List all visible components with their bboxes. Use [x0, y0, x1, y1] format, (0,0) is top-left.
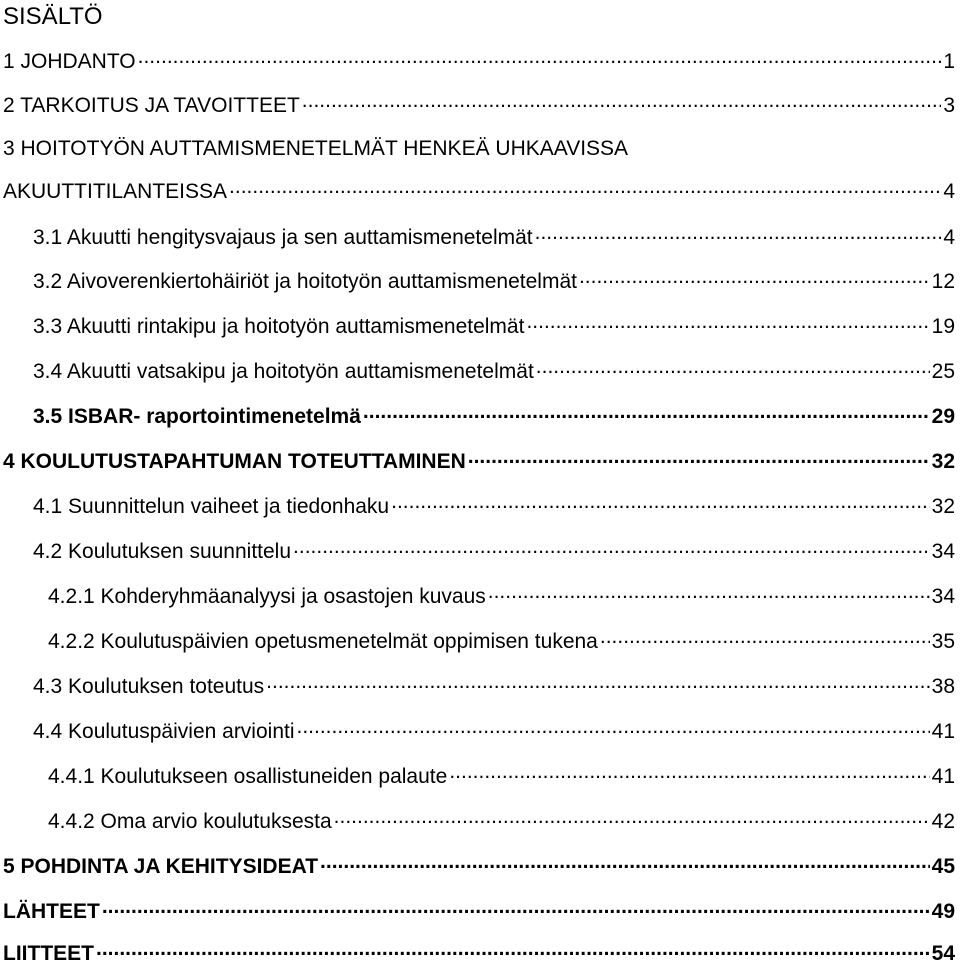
toc-entry-text: 3.5 ISBAR- raportointimenetelmä — [33, 405, 361, 428]
toc-entry-text: 4 KOULUTUSTAPAHTUMAN TOTEUTTAMINEN — [3, 450, 466, 473]
toc-entry-text: LIITTEET — [3, 942, 94, 965]
toc-entry[interactable] — [48, 763, 955, 791]
toc-entry-text: 4.2.2 Koulutuspäivien opetusmenetelmät oppimisen tukena — [48, 630, 598, 653]
toc-entry[interactable] — [33, 538, 955, 566]
toc-entry[interactable] — [3, 448, 955, 476]
toc-entry-text: LÄHTEET — [3, 900, 100, 923]
toc-leader — [600, 628, 930, 656]
toc-entry-page: 54 — [931, 942, 955, 965]
toc-entry-text: 4.4.2 Oma arvio koulutuksesta — [48, 810, 332, 833]
toc-entry-page: 3 — [943, 94, 955, 117]
toc-entry[interactable] — [33, 718, 955, 746]
toc-entry-text: 3.3 Akuutti rintakipu ja hoitotyön auttamismenetelmät — [33, 315, 525, 338]
toc-entry-text: 3.2 Aivoverenkiertohäiriöt ja hoitotyön auttamismenetelmät — [33, 270, 577, 293]
toc-entry[interactable] — [48, 583, 955, 611]
toc-entry-page: 32 — [931, 495, 955, 518]
toc-entry-page: 4 — [943, 180, 955, 203]
toc-leader — [579, 268, 930, 296]
toc-leader — [526, 313, 929, 341]
toc-entry-text: AKUUTTITILANTEISSA — [3, 180, 228, 203]
toc-entry-page: 45 — [931, 855, 955, 878]
toc-entry-page: 25 — [931, 360, 955, 383]
toc-entry-page: 49 — [931, 900, 955, 923]
toc-entry-text: 3.1 Akuutti hengitysvajaus ja sen auttamismenetelmät — [33, 226, 533, 249]
toc-entry-text: 4.2.1 Kohderyhmäanalyysi ja osastojen kuvaus — [48, 585, 486, 608]
toc-entry-page: 19 — [931, 315, 955, 338]
toc-entry-page: 34 — [931, 585, 955, 608]
toc-entry[interactable] — [3, 48, 955, 76]
toc-leader — [293, 538, 930, 566]
toc-entry-text: 4.1 Suunnittelun vaiheet ja tiedonhaku — [33, 495, 390, 518]
toc-entry[interactable] — [3, 898, 955, 926]
toc-entry-text: 4.4 Koulutuspäivien arviointi — [33, 720, 295, 743]
toc-leader — [138, 48, 942, 76]
toc-leader — [536, 358, 930, 386]
toc-entry[interactable] — [33, 224, 955, 252]
toc-entry-text: 4.2 Koulutuksen suunnittelu — [33, 540, 292, 563]
toc-leader — [535, 224, 942, 252]
toc-leader — [334, 808, 930, 836]
toc-leader — [266, 673, 929, 701]
toc-entry-page: 29 — [931, 405, 955, 428]
toc-entry-page: 42 — [931, 810, 955, 833]
toc-entry[interactable] — [33, 673, 955, 701]
toc-leader — [302, 92, 942, 120]
toc-leader — [449, 763, 929, 791]
toc-entry[interactable] — [3, 853, 955, 881]
toc-entry-text: 2 TARKOITUS JA TAVOITTEET — [3, 94, 300, 117]
toc-entry[interactable] — [33, 313, 955, 341]
toc-entry-page: 12 — [931, 270, 955, 293]
toc-title: SISÄLTÖ — [3, 3, 103, 30]
toc-leader — [363, 403, 930, 431]
toc-entry-text: 4.3 Koulutuksen toteutus — [33, 675, 265, 698]
toc-entry-page: 4 — [943, 226, 955, 249]
toc-entry-page: 1 — [943, 50, 955, 73]
toc-entry-text: 1 JOHDANTO — [3, 50, 136, 73]
toc-leader — [391, 493, 930, 521]
toc-entry[interactable] — [33, 403, 955, 431]
toc-entry-page: 35 — [931, 630, 955, 653]
toc-entry-text: 4.4.1 Koulutukseen osallistuneiden palaute — [48, 765, 448, 788]
toc-leader — [102, 898, 930, 926]
toc-entry[interactable] — [33, 358, 955, 386]
toc-leader — [488, 583, 930, 611]
toc-entry-page: 34 — [931, 540, 955, 563]
toc-entry[interactable] — [48, 628, 955, 656]
toc-entry[interactable] — [3, 92, 955, 120]
toc-leader — [297, 718, 930, 746]
toc-leader — [468, 448, 930, 476]
toc-entry-text: 5 POHDINTA JA KEHITYSIDEAT — [3, 855, 319, 878]
toc-entry[interactable] — [48, 808, 955, 836]
toc-leader — [229, 178, 941, 206]
toc-leader — [320, 853, 930, 881]
toc-leader — [96, 940, 930, 968]
toc-entry[interactable] — [33, 268, 955, 296]
toc-entry-page: 38 — [931, 675, 955, 698]
toc-entry-page: 41 — [931, 765, 955, 788]
toc-entry-page: 41 — [931, 720, 955, 743]
toc-entry[interactable] — [33, 493, 955, 521]
toc-entry-page: 32 — [931, 450, 955, 473]
toc-entry[interactable] — [3, 940, 955, 968]
toc-entry[interactable] — [3, 178, 955, 206]
toc-entry-text: 3.4 Akuutti vatsakipu ja hoitotyön auttamismenetelmät — [33, 360, 534, 383]
toc-entry-wrapped-line[interactable]: 3 HOITOTYÖN AUTTAMISMENETELMÄT HENKEÄ UHKAAVISSA — [3, 137, 629, 160]
